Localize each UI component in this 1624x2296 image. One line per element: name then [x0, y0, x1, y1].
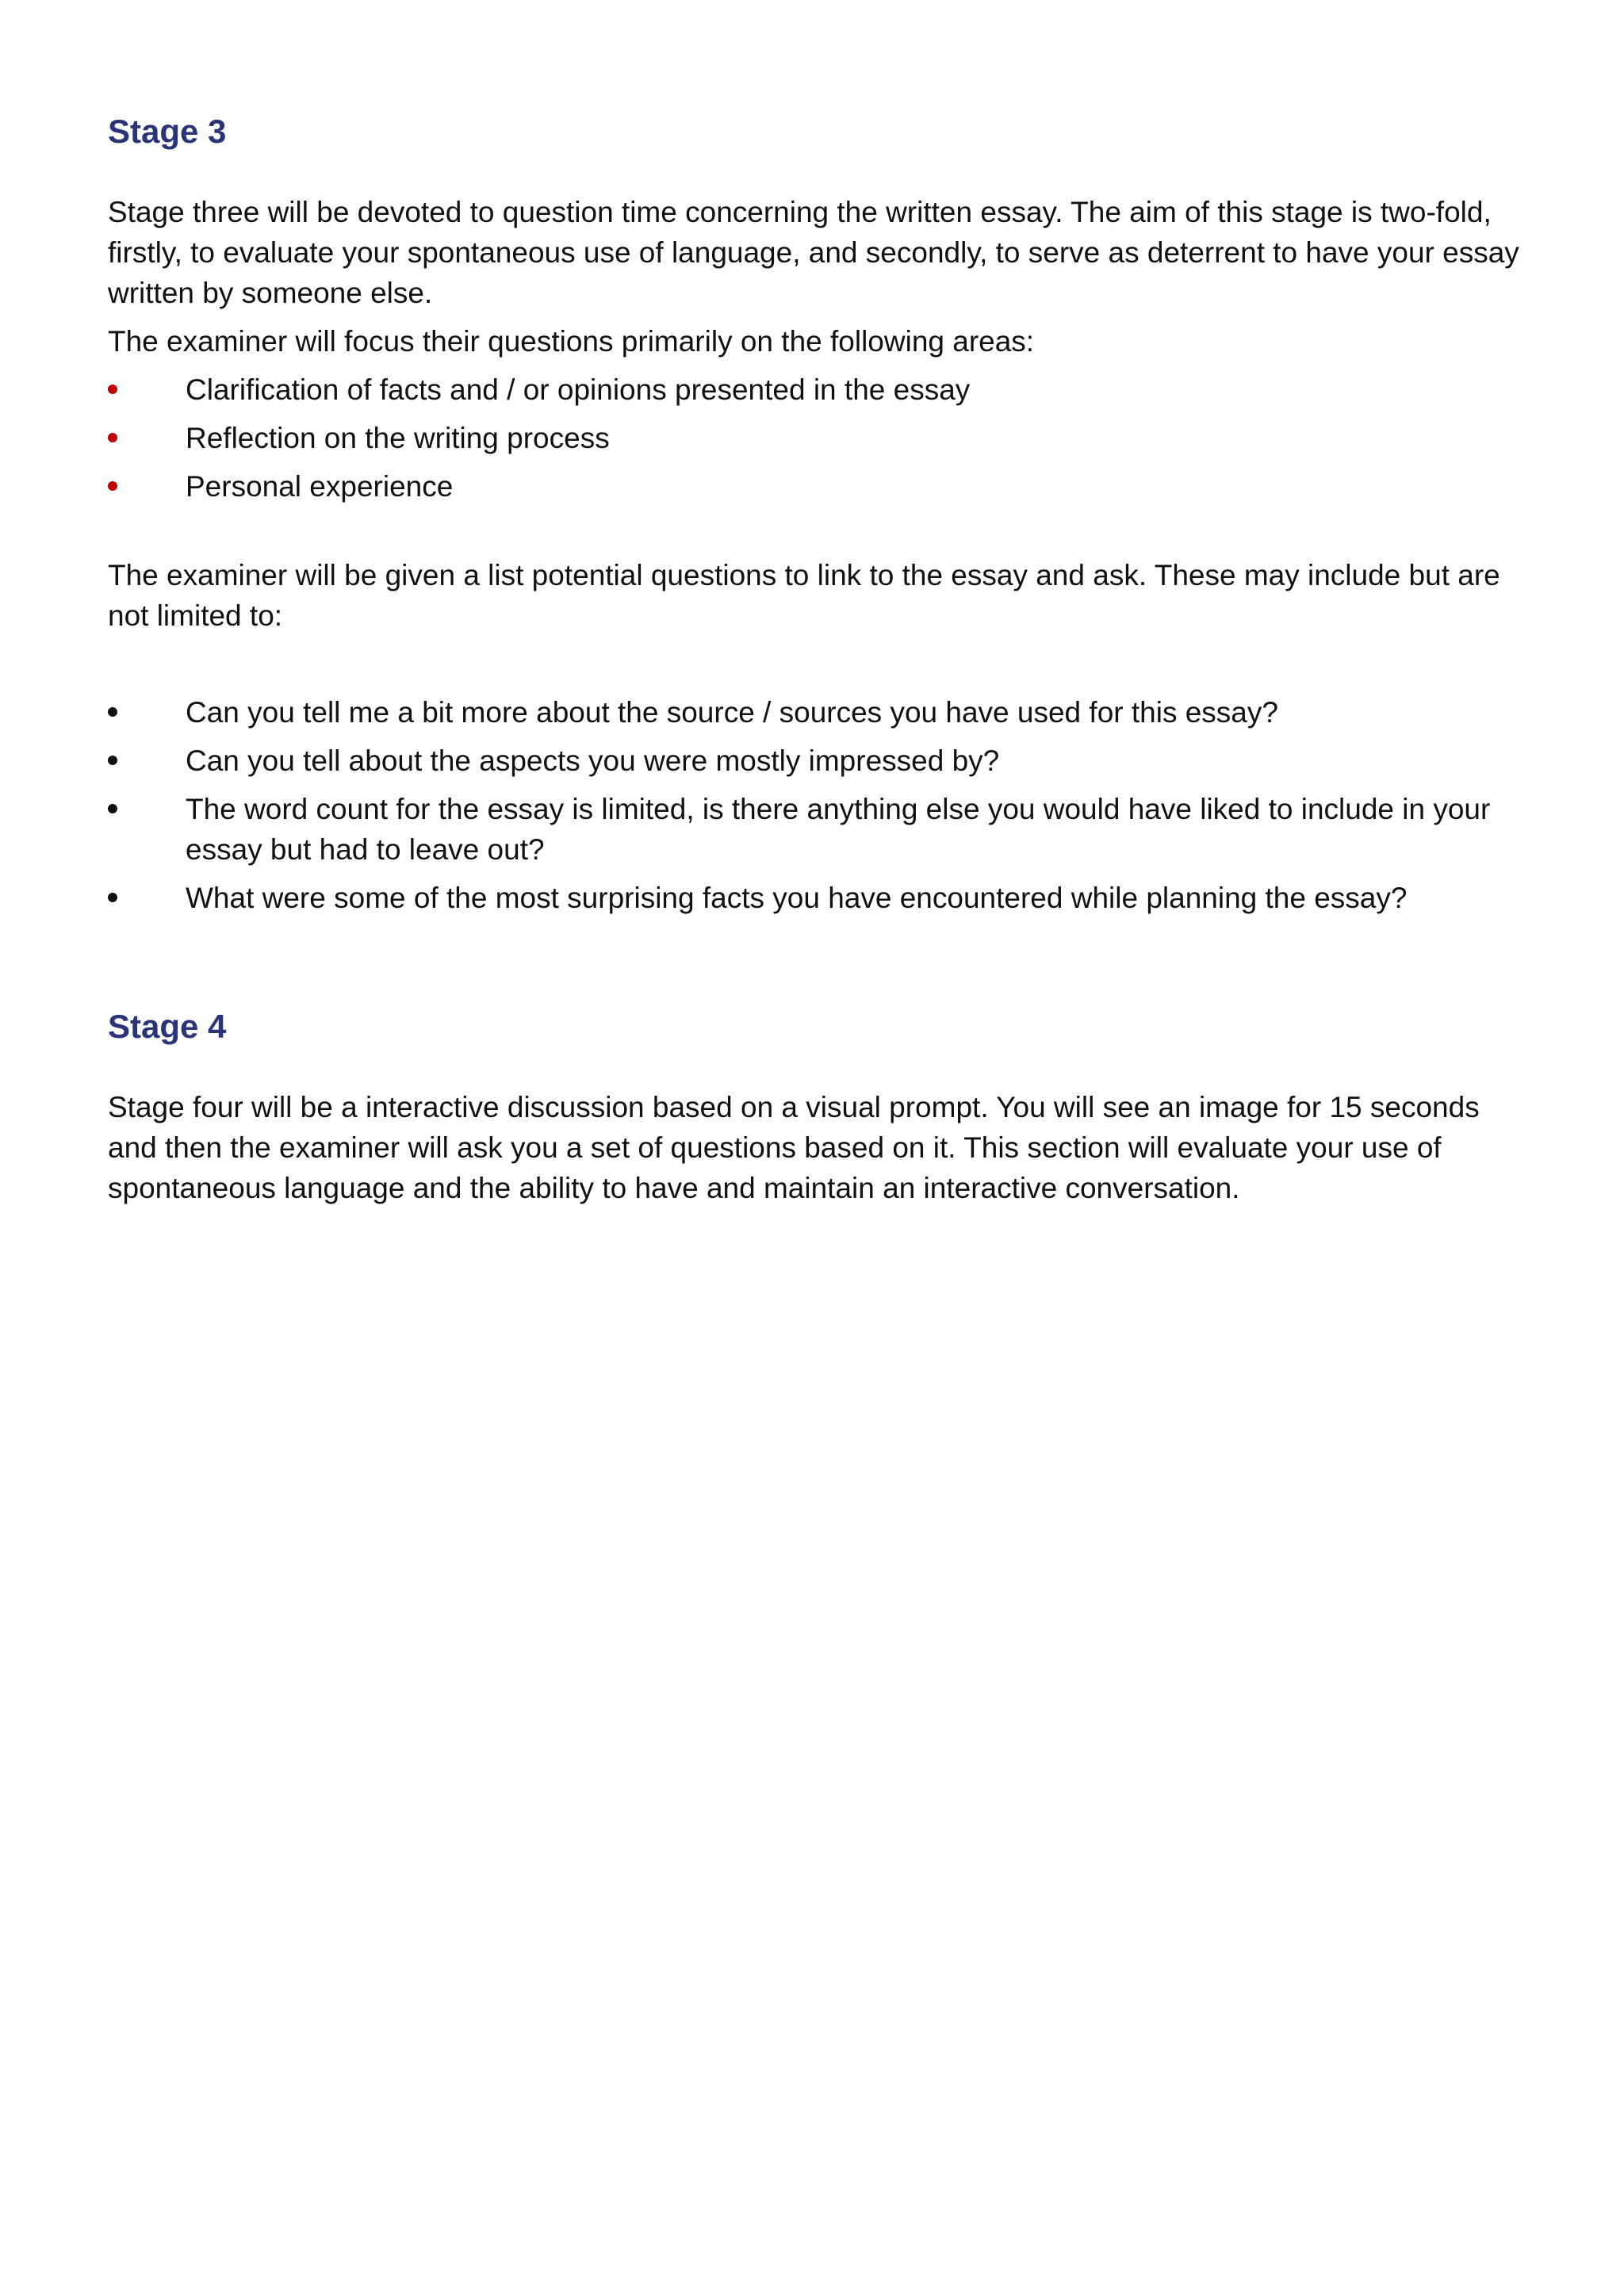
- list-item: [108, 692, 1519, 733]
- stage-3-heading: Stage 3: [108, 113, 227, 150]
- red-bullet-icon: [108, 433, 117, 442]
- bullet-icon: [108, 707, 117, 717]
- list-item-text: The word count for the essay is limited, is there anything else you would have liked to include in your essay but had to leave out?: [186, 793, 1491, 866]
- list-item: [108, 789, 1519, 870]
- list-item: [108, 369, 1519, 410]
- stage-3-focus-intro: The examiner will focus their questions primarily on the following areas:: [108, 325, 1035, 358]
- stage-4-body: Stage four will be a interactive discussion based on a visual prompt. You will see an image for 15 seconds and then the examiner will ask you a set of questions based on it. This section will evaluate your use of spontaneous language and the ability to have and maintain an interactive conversation.: [108, 1091, 1480, 1204]
- red-bullet-icon: [108, 481, 117, 491]
- list-item: [108, 740, 1519, 781]
- bullet-icon: [108, 756, 117, 765]
- document-content: [108, 111, 1519, 1208]
- stage-3-questions-intro: The examiner will be given a list potential questions to link to the essay and ask. These may include but are not limited to:: [108, 559, 1500, 632]
- list-item-text: What were some of the most surprising facts you have encountered while planning the essay?: [186, 882, 1408, 914]
- list-item-text: Can you tell me a bit more about the source / sources you have used for this essay?: [186, 696, 1278, 729]
- stage-3-intro: Stage three will be devoted to question time concerning the written essay. The aim of this stage is two-fold, firstly, to evaluate your spontaneous use of language, and secondly, to serve as deterrent to have your essay written by someone else.: [108, 196, 1519, 309]
- red-bullet-icon: [108, 385, 117, 394]
- list-item: [108, 466, 1519, 507]
- list-item: [108, 878, 1519, 918]
- list-item-text: Can you tell about the aspects you were mostly impressed by?: [186, 744, 1000, 777]
- bullet-icon: [108, 804, 117, 813]
- bullet-icon: [108, 893, 117, 902]
- stage-4-heading: Stage 4: [108, 1008, 227, 1045]
- potential-questions-list: [108, 692, 1519, 918]
- focus-areas-list: [108, 369, 1519, 507]
- list-item-text: Personal experience: [186, 470, 454, 503]
- list-item-text: Reflection on the writing process: [186, 422, 610, 454]
- list-item-text: Clarification of facts and / or opinions presented in the essay: [186, 373, 971, 406]
- list-item: [108, 418, 1519, 458]
